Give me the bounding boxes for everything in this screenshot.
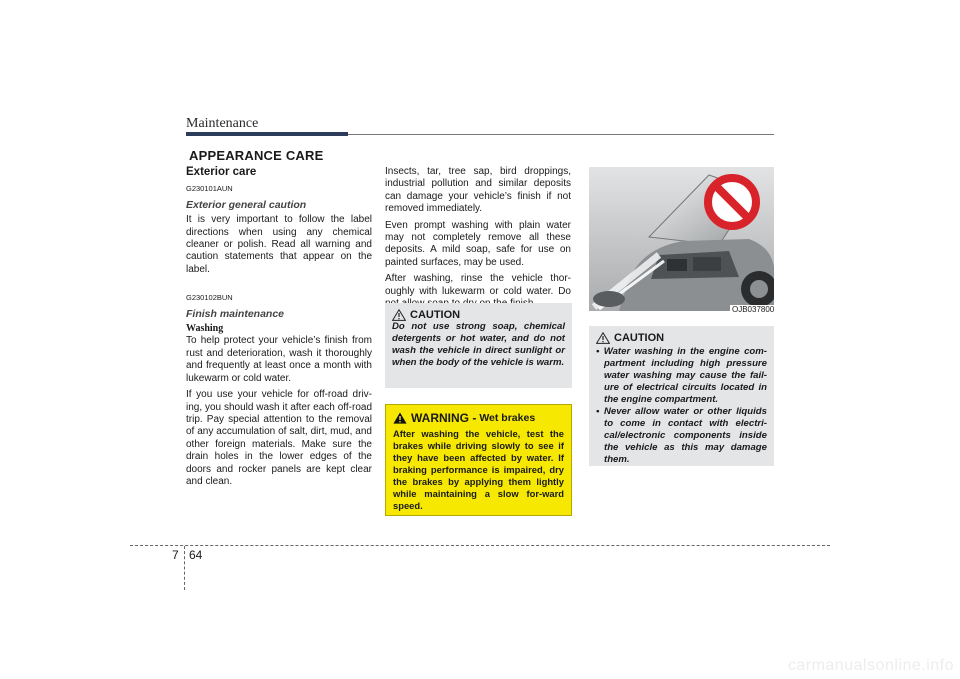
paragraph: If you use your vehicle for off-road driv-ing, you should wash it after each off-road trip. Pay special attention to the removal of any accumulation of salt, dirt, mud, and other foreign materials. Make sure the drain holes in the lower edges of the doors and rocker panels are kept clear and clean. xyxy=(186,389,372,487)
header-rule xyxy=(348,134,774,135)
list-item: • Never allow water or other liquids to come in contact with electri-cal/electronic components inside the vehicle as this may damage them. xyxy=(596,406,767,465)
footer-rule xyxy=(130,545,830,546)
left-column xyxy=(186,166,372,492)
caution-text: Do not use strong soap, chemical detergents or hot water, and do not wash the vehicle in direct sunlight or when the body of the vehicle is warm. xyxy=(392,321,565,368)
warning-text: After washing the vehicle, test the brakes while driving slowly to see if they have been affected by water. If braking performance is impaired, dry the brakes by applying them lightly while maintaining a slow for-ward speed. xyxy=(393,428,564,511)
exterior-general-caution-heading: Exterior general caution xyxy=(186,198,307,211)
header-accent-bar xyxy=(186,132,348,136)
engine-washing-prohibited-image xyxy=(589,167,774,311)
caution-title: CAUTION xyxy=(614,332,665,344)
finish-maintenance-heading: Finish maintenance xyxy=(186,307,285,320)
warning-triangle-icon xyxy=(393,412,407,424)
caution-triangle-icon xyxy=(596,332,610,344)
middle-column xyxy=(385,166,571,314)
caution-header xyxy=(392,309,565,321)
caution-title: CAUTION xyxy=(410,309,461,321)
caution-header xyxy=(596,332,767,344)
exterior-care-heading: Exterior care xyxy=(186,166,257,178)
footer-divider xyxy=(184,546,185,590)
washing-heading: Washing xyxy=(186,323,224,335)
warning-header xyxy=(393,411,564,425)
watermark: carmanualsonline.info xyxy=(787,657,954,674)
paragraph: After washing, rinse the vehicle thor-oughly with lukewarm or cold water. Do xyxy=(385,273,571,297)
image-code: OJB037800 xyxy=(732,305,775,314)
paragraph: It is very important to follow the label directions when using any chemical cleaner or polish. Read all warning and caution statements that appear on the label. xyxy=(186,214,372,275)
paragraph: To help protect your vehicle’s finish from rust and deterioration, wash it thoroughly and frequently at least once a month with lukewarm or cold water. xyxy=(186,335,372,384)
caution-triangle-icon xyxy=(392,309,406,321)
section-code: G230102BUN xyxy=(186,293,233,303)
caution-bullet-list xyxy=(596,346,767,466)
section-title: APPEARANCE CARE xyxy=(189,148,324,163)
chapter-number: 7 xyxy=(172,548,179,562)
warning-box-wet-brakes xyxy=(385,404,572,516)
header-title: Maintenance xyxy=(186,116,259,131)
prohibited-icon xyxy=(708,178,756,226)
paragraph: Even prompt washing with plain water may not completely remove all these deposits. A mild soap, safe for use on painted surfaces, may be used. xyxy=(385,219,571,268)
caution-box-soap xyxy=(385,303,572,388)
warning-subtitle: Wet brakes xyxy=(479,412,536,424)
paragraph: Insects, tar, tree sap, bird droppings, industrial pollution and similar deposits can damage your vehicle’s finish if not removed immediately. xyxy=(385,166,571,215)
list-item: • Water washing in the engine com-partment including high pressure water washing may cause the fail-ure of electrical circuits located in the engine compartment. xyxy=(596,346,767,405)
warning-title: WARNING - xyxy=(411,411,477,425)
section-code: G230101AUN xyxy=(186,184,233,194)
caution-box-engine xyxy=(589,326,774,466)
page-number: 64 xyxy=(189,548,203,562)
